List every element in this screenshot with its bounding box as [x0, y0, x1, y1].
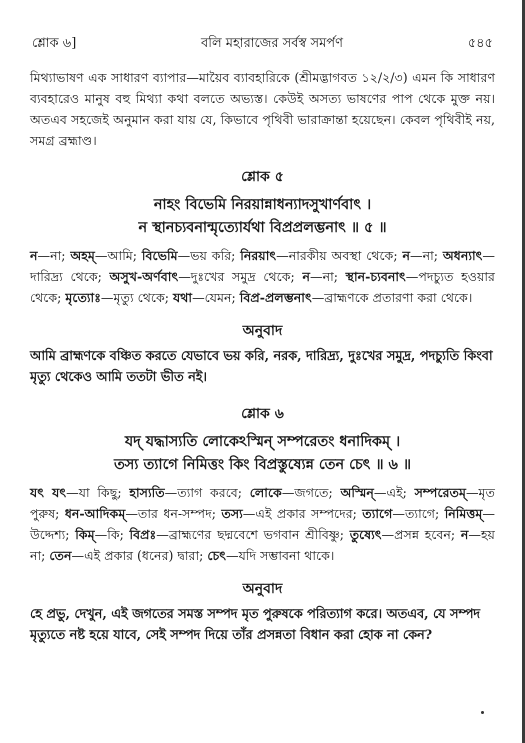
word-meaning-term: ন: [302, 269, 310, 284]
word-meaning-gloss: —আমি;: [94, 248, 142, 263]
word-meaning-term: বিপ্র-প্রলম্ভনাৎ: [239, 290, 312, 305]
word-meaning-gloss: —জগতে;: [281, 485, 341, 500]
word-meaning-gloss: —এই প্রকার সম্পদের;: [242, 506, 363, 521]
verse-6-translation: হে প্রভু, দেখুন, এই জগতের সমস্ত সম্পদ মৃত পুরুষকে পরিত্যাগ করে। অতএব, যে সম্পদ মৃত্যুতে নষ্ট হয়ে যাবে, সেই সম্পদ দিয়ে তাঁর প্রসন্নতা বিধান করা হোক না কেন?: [30, 607, 480, 643]
verse-5-line-2: ন স্থানচ্যবনান্মৃত্যোর্যথা বিপ্রপ্রলম্ভনাৎ ॥ ৫ ॥: [138, 219, 387, 236]
word-meaning-gloss: —না;: [410, 248, 443, 263]
verse-5-heading: শ্লোক ৫: [241, 169, 284, 185]
word-meaning-term: অস্মিন্: [340, 485, 374, 500]
word-meaning-term: অধন্যাৎ: [442, 248, 483, 263]
intro-paragraph: মিথ্যাভাষণ এক সাধারণ ব্যাপার—মায়ৈব ব্যাবহারিকে (শ্রীমদ্ভাগবত ১২/২/৩) এমন কি সাধারণ ব্যবহারেও মানুষ বহু মিথ্যা কথা বলতে অভ্যস্ত। কেউই অসত্য ভাষণের পাপ থেকে মুক্ত নয়। অতএব সহজেই অনুমান করা যায় যে, কিভাবে পৃথিবী ভারাক্রান্তা হয়েছেন। কেবল পৃথিবীই নয়, সমগ্র ব্রহ্মাণ্ড।: [30, 70, 495, 148]
word-meaning-gloss: —প্রসন্ন হবেন;: [381, 527, 461, 542]
word-meaning-term: ত্যাগে: [362, 506, 393, 521]
verse-6-line-1: যদ্ যদ্ধাস্যতি লোকেঽস্মিন্ সম্পরেতং ধনাদিকম্ ।: [124, 433, 401, 450]
word-meaning-term: অহম্: [70, 248, 95, 263]
header-verse-ref: শ্লোক ৬]: [32, 36, 77, 51]
word-meaning-term: স্থান-চ্যবনাৎ: [345, 269, 406, 284]
word-meaning-term: তস্য: [221, 506, 243, 521]
word-meaning-gloss: —যদি সম্ভাবনা থাকে।: [226, 548, 335, 563]
word-meaning-gloss: —ভয় করি;: [177, 248, 241, 263]
word-meaning-gloss: —যেমন;: [192, 290, 240, 305]
word-meaning-term: তেন: [49, 548, 72, 563]
word-meaning-term: নিমিত্তম্: [444, 506, 483, 521]
page-number: ৫৪৫: [467, 36, 493, 51]
verse-6-word-meanings: [30, 482, 495, 566]
verse-6-text: [30, 430, 495, 476]
word-meaning-term: তুষ্যেৎ: [349, 527, 382, 542]
word-meaning-gloss: —না;: [37, 248, 71, 263]
running-header: [32, 34, 493, 55]
word-meaning-gloss: —মৃত্যু থেকে;: [100, 290, 173, 305]
word-meaning-term: যৎ যৎ: [30, 485, 67, 500]
word-meaning-term: মৃত্যোঃ: [65, 290, 101, 305]
word-meaning-term: হাস্যতি: [129, 485, 165, 500]
verse-5-word-meanings: [30, 245, 495, 308]
verse-6-line-2: তস্য ত্যাগে নিমিত্তং কিং বিপ্রস্তুষ্যেন্ন তেন চেৎ ॥ ৬ ॥: [113, 456, 412, 473]
word-meaning-gloss: —পদচ্যুত হওয়ার থেকে;: [30, 269, 495, 305]
word-meaning-gloss: —এই;: [373, 485, 415, 500]
word-meaning-term: বিপ্রঃ: [129, 527, 157, 542]
word-meaning-term: নিরয়াৎ: [240, 248, 277, 263]
word-meaning-term: অসুখ-অর্ণবাৎ: [109, 269, 179, 284]
word-meaning-term: সম্পরেতম্: [414, 485, 466, 500]
verse-6-heading: শ্লোক ৬: [241, 406, 284, 422]
word-meaning-gloss: —ব্রাহ্মণকে প্রতারণা করা থেকে।: [311, 290, 473, 305]
word-meaning-gloss: —ব্রাহ্মণের ছদ্মবেশে ভগবান শ্রীবিষ্ণু;: [156, 527, 350, 542]
scan-speck: [481, 711, 484, 714]
word-meaning-gloss: —দারিদ্র্য থেকে;: [30, 248, 495, 284]
word-meaning-term: ন: [30, 248, 38, 263]
word-meaning-gloss: —যা কিছু;: [66, 485, 130, 500]
word-meaning-gloss: —এই প্রকার (ধনের) দ্বারা;: [71, 548, 208, 563]
word-meaning-term: বিভেমি: [141, 248, 178, 263]
word-meaning-term: যথা: [173, 290, 193, 305]
word-meaning-gloss: —নারকীয় অবস্থা থেকে;: [276, 248, 403, 263]
verse-5-translation: আমি ব্রাহ্মণকে বঞ্চিত করতে যেভাবে ভয় করি, নরক, দারিদ্র্য, দুঃখের সমুদ্র, পদচ্যুতি কিংবা মৃত্যু থেকেও আমি ততটা ভীত নই।: [30, 349, 493, 385]
verse-6-translation-heading: অনুবাদ: [242, 581, 283, 597]
word-meaning-gloss: —তার ধন-সম্পদ;: [125, 506, 222, 521]
word-meaning-term: ন: [402, 248, 410, 263]
word-meaning-gloss: —উদ্দেশ্য;: [30, 506, 495, 542]
word-meaning-term: চেৎ: [207, 548, 227, 563]
header-chapter-title: বলি মহারাজের সর্বস্ব সমর্পণ: [200, 36, 343, 51]
verse-5-translation-heading: অনুবাদ: [242, 323, 283, 339]
verse-5-text: [30, 193, 495, 239]
word-meaning-gloss: —ত্যাগে;: [392, 506, 445, 521]
word-meaning-gloss: —হয় না;: [30, 527, 495, 563]
word-meaning-term: লোকে: [249, 485, 282, 500]
word-meaning-term: ন: [460, 527, 469, 542]
word-meaning-term: ধন-আদিকম্: [64, 506, 126, 521]
verse-5-line-1: নাহং বিভেমি নিরয়ান্নাধন্যাদসুখার্ণবাৎ ।: [153, 196, 372, 213]
word-meaning-gloss: —দুঃখের সমুদ্র থেকে;: [178, 269, 303, 284]
word-meaning-gloss: —না;: [309, 269, 346, 284]
word-meaning-gloss: —মৃত পুরুষ;: [30, 485, 495, 521]
word-meaning-gloss: —ত্যাগ করবে;: [164, 485, 250, 500]
word-meaning-gloss: —কি;: [94, 527, 130, 542]
word-meaning-term: কিম্: [75, 527, 95, 542]
